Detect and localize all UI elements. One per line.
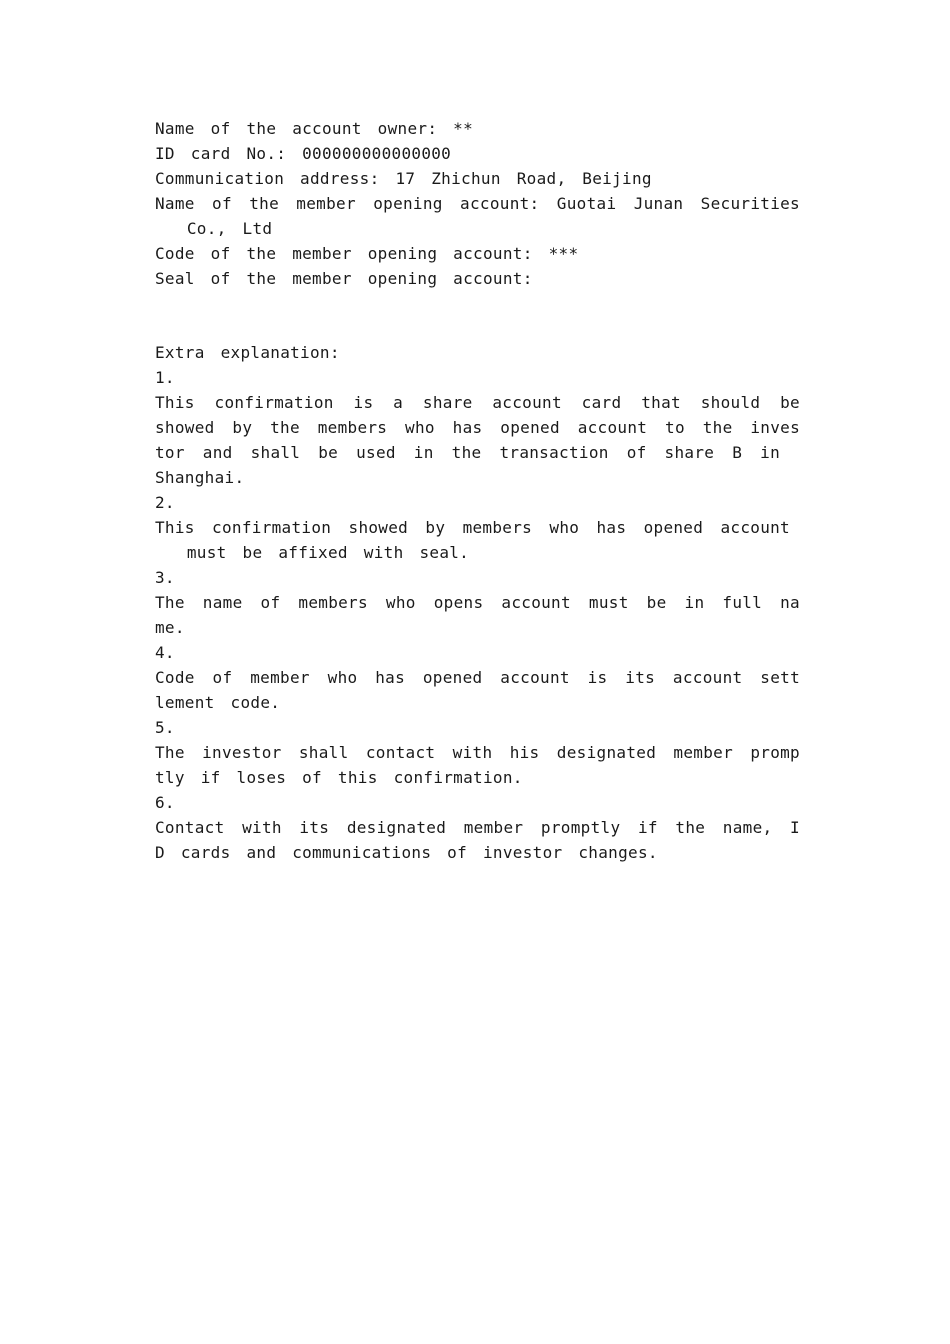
id-card-line: ID card No.: 000000000000000 (155, 144, 452, 163)
item-number: 4. (155, 643, 175, 662)
item-text-line: tor and shall be used in the transaction of share B in (155, 443, 780, 462)
explanation-list (155, 365, 800, 865)
item-text-line: Shanghai. (155, 468, 245, 487)
item-text-line: Code of member who has opened account is its account sett (155, 668, 800, 687)
member-code-line: Code of the member opening account: *** (155, 244, 579, 263)
item-text-line: The investor shall contact with his designated member promp (155, 743, 800, 762)
explanation-item (155, 790, 800, 865)
item-number: 6. (155, 793, 175, 812)
explanation-item (155, 490, 800, 565)
explanation-heading: Extra explanation: (155, 343, 340, 362)
explanation-item (155, 365, 800, 490)
explanation-item (155, 640, 800, 715)
explanation-item (155, 565, 800, 640)
member-seal-line: Seal of the member opening account: (155, 269, 533, 288)
item-text-line: me. (155, 618, 185, 637)
item-text-line: lement code. (155, 693, 281, 712)
item-number: 2. (155, 493, 175, 512)
member-name-line-2: Co., Ltd (155, 219, 273, 238)
item-text-line: Contact with its designated member promptly if the name, I (155, 818, 800, 837)
item-text-line: D cards and communications of investor changes. (155, 843, 658, 862)
seal-space (155, 291, 800, 340)
item-text-line: showed by the members who has opened account to the inves (155, 418, 800, 437)
item-number: 3. (155, 568, 175, 587)
explanation-item (155, 715, 800, 790)
item-number: 1. (155, 368, 175, 387)
item-text-line: tly if loses of this confirmation. (155, 768, 523, 787)
item-text-line: The name of members who opens account must be in full na (155, 593, 800, 612)
owner-name-line: Name of the account owner: ** (155, 119, 474, 138)
member-name-line-1: Name of the member opening account: Guotai Junan Securities (155, 194, 800, 213)
document-page (155, 116, 800, 865)
address-line: Communication address: 17 Zhichun Road, Beijing (155, 169, 652, 188)
item-text-line: must be affixed with seal. (155, 543, 470, 562)
item-number: 5. (155, 718, 175, 737)
item-text-line: This confirmation is a share account card that should be (155, 393, 800, 412)
item-text-line: This confirmation showed by members who has opened account (155, 518, 790, 537)
